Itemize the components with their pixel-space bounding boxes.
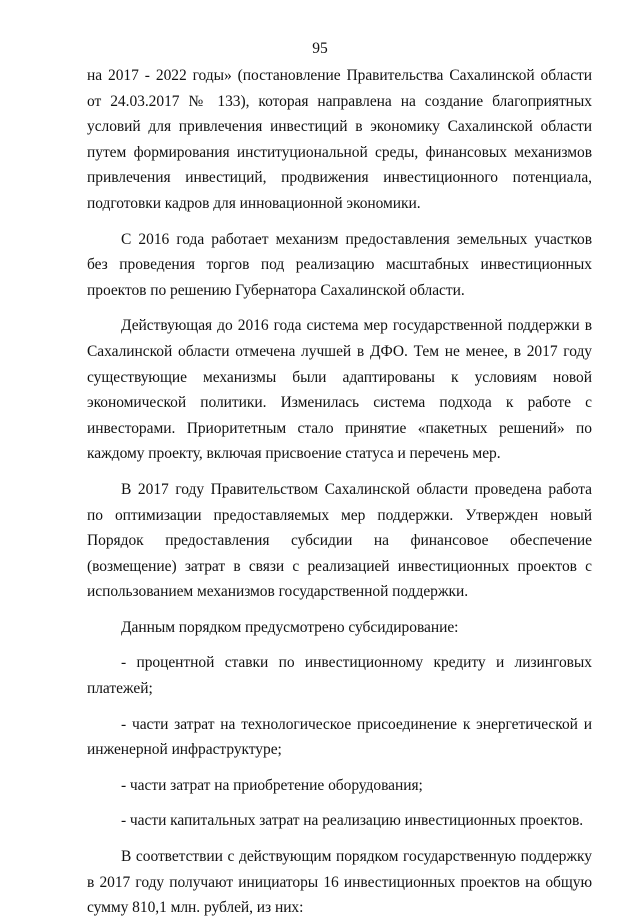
paragraph-program-description: на 2017 - 2022 годы» (постановление Правительства Сахалинской области от 24.03.2017 № 133), которая направлена на создание благоприятных условий для привлечения инвестиций в экономику Сахалинской области путем формирования институциональной среды, финансовых механизмов привлечения инвестиций, продвижения инвестиционного потенциала, подготовки кадров для инновационной экономики. (87, 67, 592, 212)
paragraph-optimization: В 2017 году Правительством Сахалинской области проведена работа по оптимизации предоставляемых мер поддержки. Утвержден новый Порядок предоставления субсидии на финансовое обеспечение (возмещение) затрат в связи с реализацией инвестиционных проектов с использованием механизмов государственной поддержки. (87, 480, 592, 601)
paragraph-support-recipients: В соответствии с действующим порядком государственную поддержку в 2017 году получают инициаторы 16 инвестиционных проектов на общую сумму 810,1 млн. рублей, из них: (87, 848, 592, 917)
paragraph-land-plots: С 2016 года работает механизм предоставления земельных участков без проведения торгов под реализацию масштабных инвестиционных проектов по решению Губернатора Сахалинской области. (87, 230, 592, 299)
document-body (87, 63, 592, 921)
list-item-interest-rate: - процентной ставки по инвестиционному кредиту и лизинговых платежей; (87, 654, 592, 698)
list-item-capital-costs: - части капитальных затрат на реализацию инвестиционных проектов. (121, 812, 584, 830)
list-item-tech-connection: - части затрат на технологическое присоединение к энергетической и инженерной инфраструктуре; (87, 715, 592, 759)
paragraph-subsidy-intro: Данным порядком предусмотрено субсидирование: (121, 618, 459, 636)
page-number: 95 (312, 40, 328, 57)
paragraph-support-system: Действующая до 2016 года система мер государственной поддержки в Сахалинской области отмечена лучшей в ДФО. Тем не менее, в 2017 году существующие механизмы были адаптированы к условиям новой экономической политики. Изменилась система подхода к работе с инвесторами. Приоритетным стало принятие «пакетных решений» по каждому проекту, включая присвоение статуса и перечень мер. (87, 317, 592, 463)
list-item-equipment: - части затрат на приобретение оборудования; (121, 776, 423, 794)
